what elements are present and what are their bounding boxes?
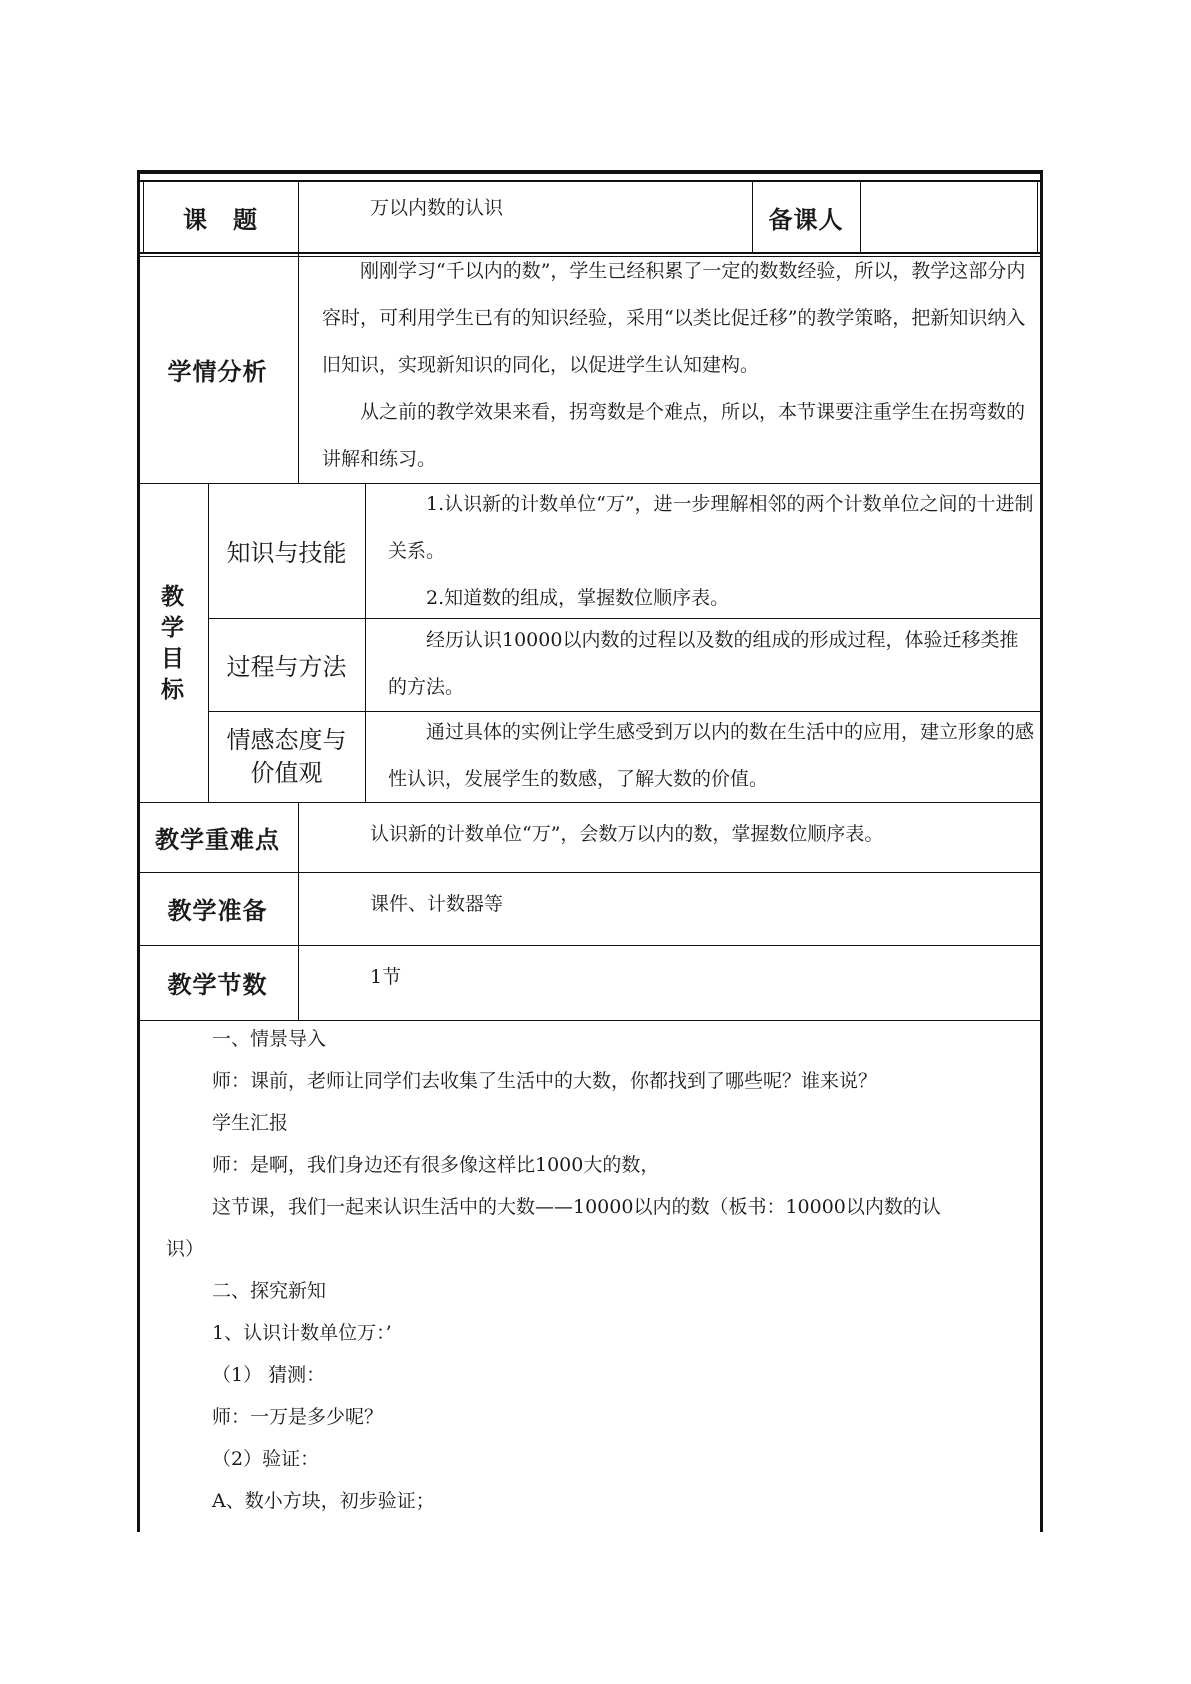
lesson-line: 师：是啊，我们身边还有很多像这样比1000大的数，: [212, 1154, 660, 1176]
process-paragraph: 经历认识10000以内数的过程以及数的组成的形成过程，体验迁移类推的方法。: [388, 629, 1019, 698]
lesson-line: 师：课前，老师让同学们去收集了生活中的大数，你都找到了哪些呢？谁来说？: [212, 1070, 878, 1092]
lesson-line: 一、情景导入: [212, 1028, 327, 1050]
emotion-label-line: 价值观: [250, 758, 323, 787]
emotion-label: [208, 711, 365, 802]
knowledge-text: [388, 481, 1035, 622]
col-rule: [860, 180, 861, 252]
analysis-paragraph: 从之前的教学效果来看，拐弯数是个难点，所以，本节课要注重学生在拐弯数的讲解和练习。: [322, 401, 1026, 470]
preparation-label: 教学准备: [167, 896, 268, 925]
preparer-label: 备课人: [768, 204, 844, 234]
lesson-line: （1） 猜测：: [212, 1364, 326, 1386]
student-analysis-label: 学情分析: [167, 357, 268, 386]
periods-text: 1节: [370, 966, 402, 988]
lesson-line: 二、探究新知: [212, 1280, 327, 1302]
objectives-label-char: 教: [161, 582, 184, 610]
lesson-line: A、数小方块，初步验证；: [212, 1490, 435, 1512]
col-rule: [1037, 180, 1038, 252]
lesson-line: 这节课，我们一起来认识生活中的大数——10000以内的数（板书：10000以内数的认: [212, 1196, 941, 1218]
objectives-label-char: 目: [161, 644, 184, 672]
emotion-paragraph: 通过具体的实例让学生感受到万以内的数在生活中的应用，建立形象的感性认识，发展学生的数感，了解大数的价值。: [388, 721, 1035, 790]
objectives-label: [137, 483, 208, 802]
lesson-line: 1、认识计数单位万：’: [212, 1322, 392, 1344]
preparation-text: 课件、计数器等: [370, 893, 504, 915]
topic-label: 课 题: [183, 204, 258, 234]
lesson-line: 学生汇报: [212, 1112, 289, 1134]
student-analysis-text: [322, 248, 1034, 483]
process-text: [388, 617, 1035, 711]
col-rule: [298, 802, 299, 1020]
emotion-label-line: 情感态度与: [226, 725, 347, 754]
objectives-label-char: 学: [161, 613, 184, 641]
objectives-label-char: 标: [161, 675, 184, 703]
lesson-line: 师：一万是多少呢？: [212, 1406, 384, 1428]
topic-value: 万以内数的认识: [370, 197, 504, 219]
periods-label: 教学节数: [167, 970, 268, 999]
analysis-paragraph: 刚刚学习“千以内的数”，学生已经积累了一定的数数经验，所以，教学这部分内容时，可利用学生已有的知识经验，采用“以类比促迁移”的教学策略，把新知识纳入旧知识，实现新知识的同化，以促进学生认知建构。: [322, 260, 1026, 376]
lesson-line: 识）: [166, 1238, 205, 1260]
knowledge-item: 1.认识新的计数单位“万”，进一步理解相邻的两个计数单位之间的十进制关系。: [388, 493, 1034, 562]
emotion-text: [388, 709, 1035, 803]
col-rule: [365, 483, 366, 802]
process-label: 过程与方法: [226, 653, 347, 681]
knowledge-label: 知识与技能: [226, 539, 347, 567]
key-points-text: 认识新的计数单位“万”，会数万以内的数，掌握数位顺序表。: [370, 823, 884, 845]
knowledge-item: 2.知道数的组成，掌握数位顺序表。: [426, 587, 730, 609]
key-points-label: 教学重难点: [155, 824, 280, 854]
lesson-process: [150, 1018, 1030, 1522]
lesson-line: （2）验证：: [212, 1448, 320, 1470]
col-rule: [298, 180, 299, 483]
